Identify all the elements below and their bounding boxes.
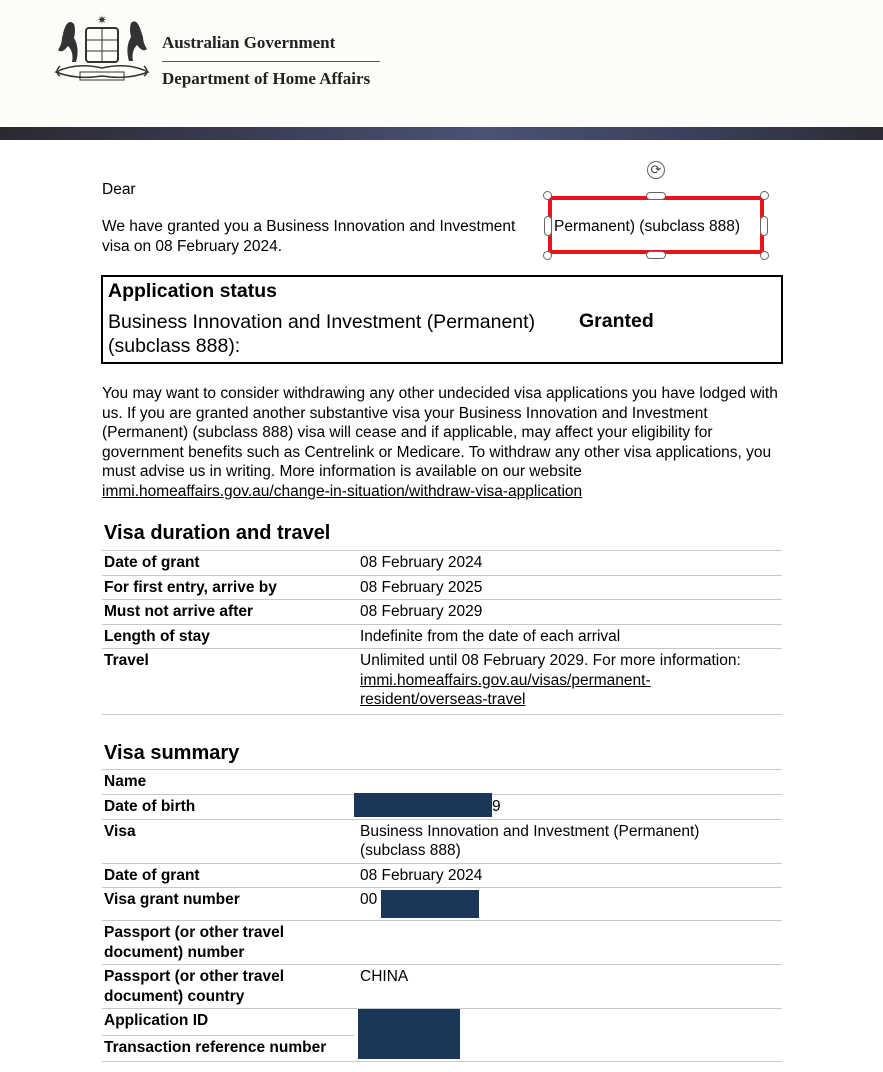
table-row — [102, 649, 782, 715]
visa-duration-title: Visa duration and travel — [104, 522, 331, 544]
government-name — [162, 33, 380, 89]
table-row — [102, 551, 782, 576]
table-row — [102, 794, 782, 819]
gov-line-department: Department of Home Affairs — [162, 69, 371, 88]
row-value: 08 February 2029 — [354, 600, 782, 625]
table-row — [102, 600, 782, 625]
grant-sentence-part1: We have granted you a Business Innovation and Investment — [102, 218, 516, 235]
dob-visible-digit: 9 — [492, 797, 501, 815]
salutation: Dear — [102, 181, 136, 198]
row-label: Application ID — [102, 1009, 354, 1036]
table-row — [102, 770, 782, 795]
selected-text[interactable]: Permanent) (subclass 888) — [554, 218, 741, 235]
resize-handle-top[interactable] — [646, 192, 666, 200]
row-value — [354, 770, 782, 795]
withdraw-notice-text: You may want to consider withdrawing any other undecided visa applications you have lodged with us. If you are granted another substantive visa your Business Innovation and Investment (Permanent) (subclass 888) visa will cease and if applicable, may affect your eligibility for government benefits such as Centrelink or Medicare. To withdraw any other visa applications, you must advise us in writing. More information is available on our website — [102, 385, 778, 480]
visa-duration-table — [102, 550, 782, 715]
row-label: For first entry, arrive by — [102, 575, 354, 600]
overseas-travel-link[interactable]: immi.homeaffairs.gov.au/visas/permanent-resident/overseas-travel — [360, 671, 651, 708]
grant-sentence-part2: visa on 08 February 2024. — [102, 237, 283, 255]
row-label: Length of stay — [102, 624, 354, 649]
row-label: Visa grant number — [102, 888, 354, 921]
gov-divider — [162, 61, 380, 62]
row-value: 08 February 2025 — [354, 575, 782, 600]
withdraw-visa-link[interactable]: immi.homeaffairs.gov.au/change-in-situation/withdraw-visa-application — [102, 482, 583, 500]
row-label: Passport (or other travel document) country — [102, 965, 354, 1009]
row-label: Passport (or other travel document) number — [102, 921, 354, 965]
resize-handle-bottom[interactable] — [646, 251, 666, 259]
resize-handle-bottom-left[interactable] — [543, 251, 552, 260]
row-label: Date of grant — [102, 863, 354, 888]
row-value: Business Innovation and Investment (Permanent) (subclass 888) — [354, 819, 782, 863]
letterhead — [0, 0, 883, 128]
row-value — [354, 921, 782, 965]
grant-number-visible: 00 — [360, 891, 378, 908]
grant-sentence — [102, 217, 562, 256]
table-row — [102, 863, 782, 888]
redaction-block — [358, 1009, 460, 1059]
row-value: CHINA — [354, 965, 782, 1009]
status-value: Granted — [579, 310, 654, 332]
table-row — [102, 921, 782, 965]
row-label: Date of grant — [102, 551, 354, 576]
australian-coat-of-arms-icon — [50, 10, 154, 86]
resize-handle-left[interactable] — [544, 216, 552, 236]
gov-line-australian-government: Australian Government — [162, 33, 336, 52]
travel-text: Unlimited until 08 February 2029. For more information: — [360, 652, 741, 669]
row-value — [354, 649, 782, 715]
row-value — [354, 794, 782, 819]
resize-handle-top-left[interactable] — [543, 191, 552, 200]
row-label: Date of birth — [102, 794, 354, 819]
resize-handle-right[interactable] — [760, 216, 768, 236]
row-value: Indefinite from the date of each arrival — [354, 624, 782, 649]
application-status-title: Application status — [108, 280, 278, 302]
row-label: Must not arrive after — [102, 600, 354, 625]
visa-summary-title: Visa summary — [104, 742, 240, 764]
svg-text:✷: ✷ — [96, 13, 108, 27]
table-row — [102, 965, 782, 1009]
table-row — [102, 575, 782, 600]
row-value — [354, 888, 782, 921]
row-label: Visa — [102, 819, 354, 863]
row-value: 08 February 2024 — [354, 551, 782, 576]
row-value: 08 February 2024 — [354, 863, 782, 888]
table-row — [102, 819, 782, 863]
table-row — [102, 888, 782, 921]
rotate-handle-icon[interactable]: ⟳ — [647, 161, 665, 179]
row-value — [354, 1009, 782, 1062]
resize-handle-bottom-right[interactable] — [760, 251, 769, 260]
redaction-block — [354, 793, 492, 817]
header-band — [0, 127, 883, 140]
application-status-box — [101, 275, 783, 364]
table-row — [102, 624, 782, 649]
redaction-block — [381, 890, 479, 918]
row-label: Name — [102, 770, 354, 795]
status-visa-name: Business Innovation and Investment (Permanent) (subclass 888): — [108, 311, 536, 357]
visa-summary-table — [102, 769, 782, 1062]
resize-handle-top-right[interactable] — [760, 191, 769, 200]
row-label: Travel — [102, 649, 354, 715]
withdraw-notice — [102, 384, 782, 501]
row-label: Transaction reference number — [102, 1035, 354, 1062]
table-row — [102, 1009, 782, 1036]
